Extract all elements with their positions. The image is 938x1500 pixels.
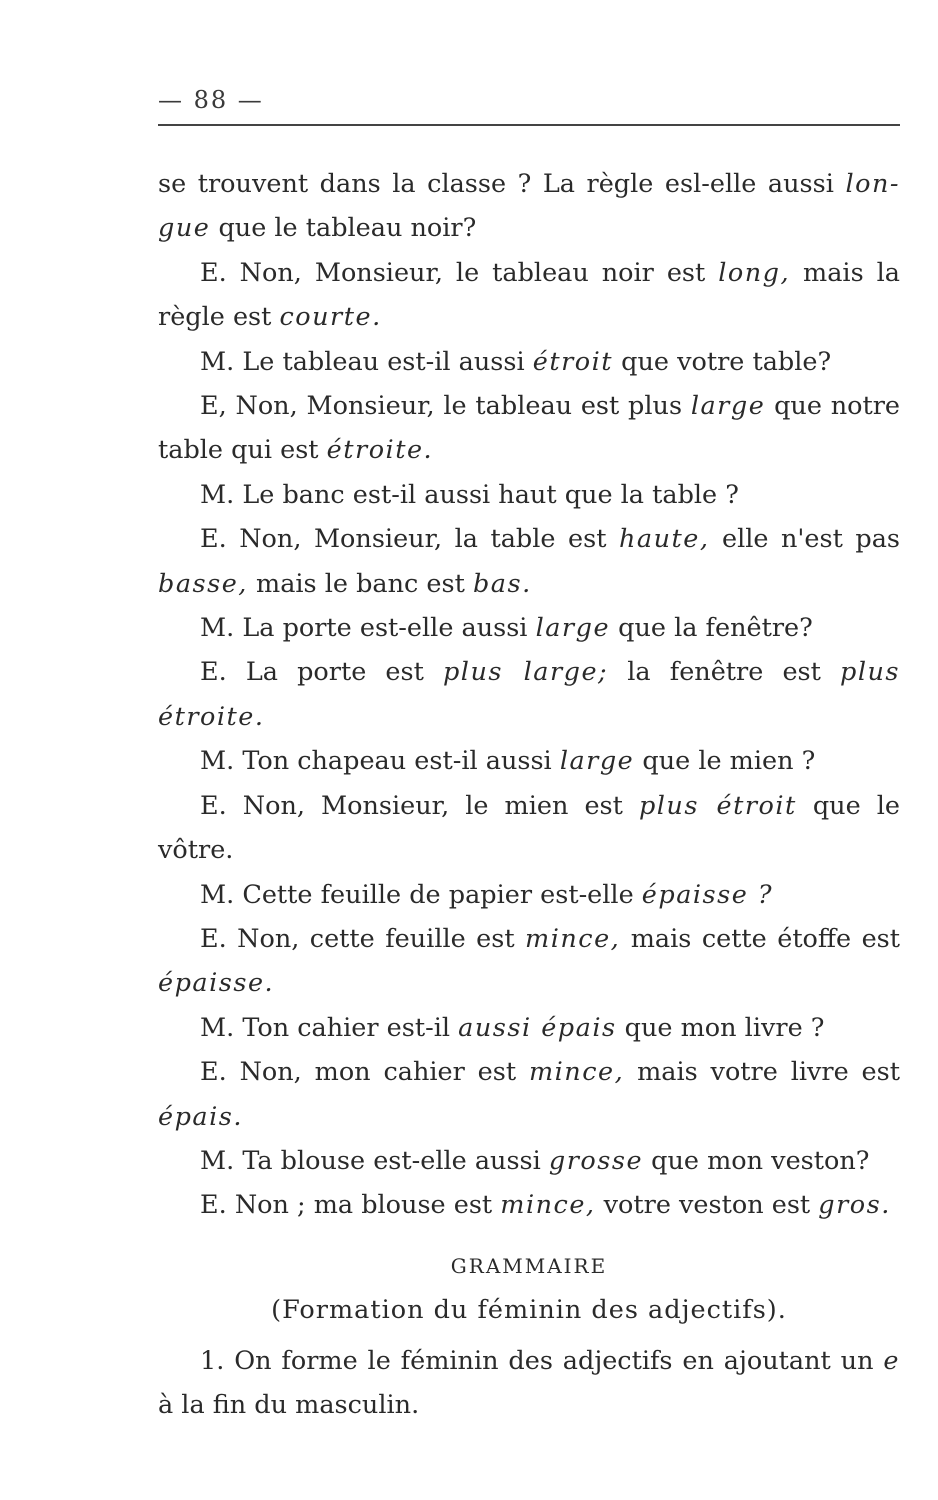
italic-term: gros.: [818, 1190, 891, 1221]
dialogue-paragraph: [158, 1183, 900, 1227]
italic-term: large: [690, 391, 766, 422]
text-run: que notre table qui est: [158, 391, 900, 466]
italic-term: mince,: [525, 923, 621, 954]
text-run: 1. On forme le féminin des adjectifs en ajoutant un: [200, 1345, 884, 1376]
text-run: E. Non, Monsieur, la table est: [200, 524, 619, 555]
italic-term: plus large;: [442, 657, 609, 688]
text-run: E. Non, cette feuille est: [200, 923, 526, 954]
text-run: M. La porte est-elle aussi: [200, 613, 536, 644]
italic-term: courte.: [279, 302, 382, 333]
text-run: E. La porte est: [200, 657, 443, 688]
text-run: mais le banc est: [247, 568, 473, 599]
italic-term: épais.: [158, 1101, 243, 1132]
dialogue-paragraph: [158, 650, 900, 739]
section-subtitle: (Formation du féminin des adjectifs).: [271, 1295, 787, 1326]
italic-term: basse,: [158, 568, 248, 599]
text-run: M. Cette feuille de papier est-elle: [200, 879, 642, 910]
text-run: à la fin du masculin.: [158, 1389, 420, 1420]
text-run: elle n'est pas: [709, 524, 900, 555]
section-title: GRAMMAIRE: [450, 1253, 608, 1278]
text-run: M. Ta blouse est-elle aussi: [200, 1145, 549, 1176]
italic-term: mince,: [528, 1057, 625, 1088]
text-run: que le mien ?: [634, 746, 816, 777]
italic-term: étroit: [532, 346, 614, 377]
italic-term: aussi épais: [458, 1012, 617, 1043]
italic-term: lon-gue: [158, 169, 900, 244]
dialogue-paragraph: [158, 917, 900, 1006]
text-run: mais la règle est: [158, 257, 900, 333]
italic-term: épaisse.: [158, 968, 275, 999]
italic-term: large: [559, 746, 635, 777]
italic-term: large: [535, 613, 611, 644]
text-run: que le tableau noir?: [210, 213, 477, 244]
text-run: mais cette étoffe est: [620, 923, 900, 954]
text-run: M. Le banc est-il aussi haut que la table ?: [200, 479, 739, 510]
italic-term: plus étroit: [638, 790, 797, 821]
dialogue-paragraph: [158, 1139, 900, 1183]
italic-term: étroite.: [326, 435, 434, 466]
grammar-rule-1: [158, 1339, 900, 1428]
italic-term: plus étroite.: [158, 657, 900, 732]
text-run: que le vôtre.: [158, 790, 900, 866]
text-run: E, Non, Monsieur, le tableau est plus: [200, 391, 691, 422]
dialogue-paragraph: [158, 473, 900, 517]
dialogue-paragraph: [158, 162, 900, 251]
body-text: [158, 162, 900, 1427]
text-run: que mon veston?: [643, 1145, 870, 1176]
text-run: E. Non, Monsieur, le mien est: [200, 790, 639, 821]
dialogue-paragraph: [158, 739, 900, 783]
text-run: que mon livre ?: [616, 1012, 825, 1043]
dialogue-paragraph: [158, 251, 900, 340]
text-run: E. Non ; ma blouse est: [200, 1190, 501, 1221]
dialogue-paragraph: [158, 1050, 900, 1139]
italic-term: grosse: [548, 1145, 644, 1176]
text-run: que la fenêtre?: [610, 613, 813, 644]
italic-term: épaisse ?: [641, 879, 774, 910]
italic-term: e: [883, 1345, 900, 1376]
dialogue-paragraph: [158, 606, 900, 650]
text-run: que votre table?: [613, 346, 832, 377]
text-run: M. Ton cahier est-il: [200, 1012, 459, 1043]
dialogue-paragraph: [158, 1006, 900, 1050]
text-run: mais votre livre est: [624, 1057, 900, 1088]
dialogue-paragraph: [158, 384, 900, 473]
italic-term: haute,: [618, 524, 710, 555]
text-run: M. Ton chapeau est-il aussi: [200, 746, 560, 777]
dialogue-paragraph: [158, 873, 900, 917]
text-run: E. Non, Monsieur, le tableau noir est: [200, 257, 719, 288]
dialogue-paragraph: [158, 517, 900, 606]
text-run: la fenêtre est: [608, 657, 840, 688]
text-run: se trouvent dans la classe ? La règle esl-elle aussi: [158, 169, 846, 199]
text-run: E. Non, mon cahier est: [200, 1057, 529, 1088]
italic-term: long,: [718, 257, 791, 288]
text-run: M. Le tableau est-il aussi: [200, 346, 533, 377]
dialogue-paragraph: [158, 784, 900, 873]
italic-term: mince,: [500, 1190, 596, 1221]
header-rule: [158, 124, 900, 126]
page-number: — 88 —: [158, 86, 264, 114]
dialogue-paragraph: [158, 340, 900, 384]
text-run: votre veston est: [595, 1190, 819, 1221]
italic-term: bas.: [472, 568, 532, 599]
